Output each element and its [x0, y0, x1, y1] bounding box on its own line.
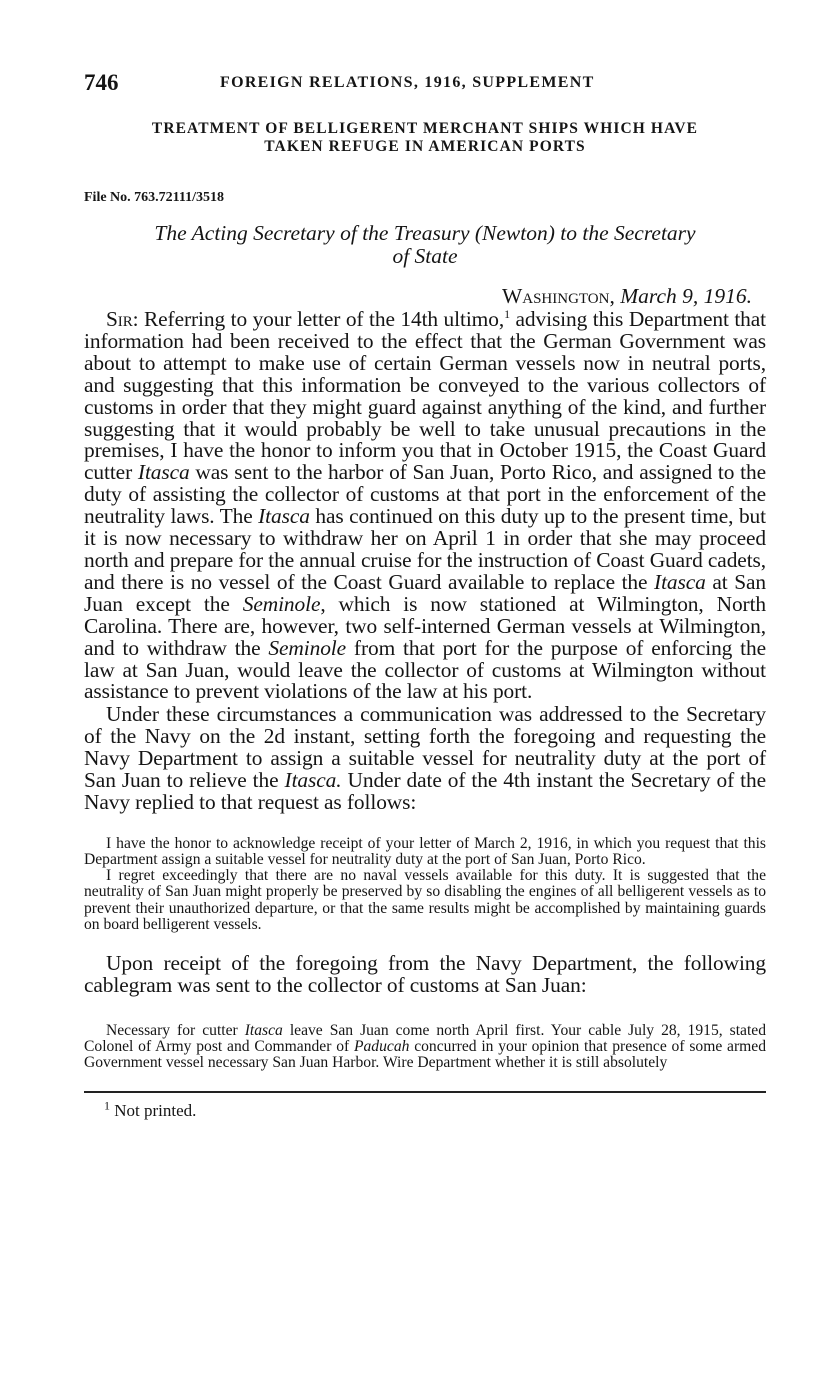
body-paragraph-2	[84, 704, 766, 814]
cablegram-text-2: leave San Juan come north April first. Your cable July 28, 1915, stated Colonel of Army post and Commander of	[84, 1021, 766, 1056]
para2-text-2: Under date of the 4th instant the Secretary of the Navy replied to that request as follows:	[84, 768, 767, 814]
footnote-text: Not printed.	[110, 1101, 197, 1121]
ship-name: Itasca	[244, 1021, 283, 1039]
document-heading	[84, 222, 766, 268]
cablegram-quote	[84, 1023, 766, 1072]
section-title-line1: TREATMENT OF BELLIGERENT MERCHANT SHIPS WHICH HAVE	[151, 120, 699, 137]
ship-name: Itasca.	[284, 768, 342, 793]
journal-title: FOREIGN RELATIONS, 1916, SUPPLEMENT	[220, 74, 595, 91]
para2-text-1: Under these circumstances a communication was addressed to the Secretary of the Navy on the 2d instant, setting forth the foregoing and requesting the Navy Department to assign a suitable vessel for neutrality duty at the port of San Juan to relieve the	[84, 702, 766, 793]
section-title	[84, 120, 766, 156]
body-paragraph-3: Upon receipt of the foregoing from the Navy Department, the following cablegram was sent to the collector of customs at San Juan:	[84, 951, 766, 997]
para1-text-5: at San Juan except the	[84, 569, 766, 616]
cablegram-text	[84, 1023, 766, 1072]
document-heading-line2: of State	[392, 244, 458, 268]
ship-name: Seminole	[268, 635, 347, 660]
running-head	[84, 66, 766, 102]
section-title-line2: TAKEN REFUGE IN AMERICAN PORTS	[264, 138, 586, 155]
para1-text-3: was sent to the harbor of San Juan, Porto Rico, and assigned to the duty of assisting the collector of customs at that port in the enforcement of the neutrality laws. The	[84, 460, 766, 529]
cablegram-text-1: Necessary for cutter	[106, 1021, 245, 1039]
ship-name: Seminole	[242, 591, 321, 616]
quote-paragraph-1: I have the honor to acknowledge receipt of your letter of March 2, 1916, in which you request that this Department assign a suitable vessel for neutrality duty at the port of San Juan, Porto Rico.	[84, 834, 766, 869]
ship-name: Itasca	[137, 460, 190, 485]
quote-paragraph-2: I regret exceedingly that there are no naval vessels available for this duty. It is suggested that the neutrality of San Juan might properly be preserved by so disabling the engines of all belligerent vessels as to prevent their unauthorized departure, or that the same results might be accomplished by maintaining guards on board belligerent vessels.	[84, 867, 766, 933]
salutation: Sir:	[106, 307, 139, 331]
para1-text-4: has continued on this duty up to the present time, but it is now necessary to withdraw her on April 1 in order that she may proceed north and prepare for the annual cruise for the instruction of Coast Guard cadets, and there is no vessel of the Coast Guard available to replace the	[84, 504, 767, 594]
footnote	[104, 1098, 766, 1121]
dateline-place: Washington,	[501, 284, 615, 308]
dateline-date: March 9, 1916.	[620, 284, 752, 308]
dateline	[84, 284, 766, 308]
para1-text-2: advising this Department that information had been received to the effect that the German Government was about to attempt to make use of certain German vessels now in neutral ports, and suggesting that this information be conveyed to the various collectors of customs in order that they might guard against anything of the kind, and further suggesting that it would probably be well to take unusual precautions in the premises, I have the honor to inform you that in October 1915, the Coast Guard cutter	[84, 307, 767, 485]
para1-text-1: Referring to your letter of the 14th ultimo,	[138, 307, 505, 331]
body-paragraph-1	[84, 306, 767, 704]
footnote-divider	[84, 1091, 766, 1093]
ship-name: Itasca	[258, 504, 310, 529]
page-number: 746	[84, 70, 119, 95]
para1-text-6: , which is now stationed at Wilmington, North Carolina. There are, however, two self-interned German vessels at Wilmington, and to withdraw the	[84, 591, 767, 660]
ship-name: Itasca	[654, 569, 706, 594]
para1-text-7: from that port for the purpose of enforcing the law at San Juan, would leave the collector of customs at Wilmington without assistance to prevent violations of the law at his port.	[84, 635, 766, 704]
document-page	[84, 66, 766, 1121]
footnote-marker: 1	[104, 1098, 110, 1113]
ship-name: Paducah	[353, 1038, 410, 1056]
file-number: File No. 763.72111/3518	[84, 190, 224, 205]
footnote-reference: 1	[504, 306, 510, 321]
cablegram-text-3: concurred in your opinion that presence of some armed Government vessel necessary San Juan Harbor. Wire Department whether it is still absolutely	[84, 1038, 766, 1072]
navy-reply-quote	[84, 836, 766, 933]
document-heading-line1: The Acting Secretary of the Treasury (Newton) to the Secretary	[154, 221, 696, 245]
